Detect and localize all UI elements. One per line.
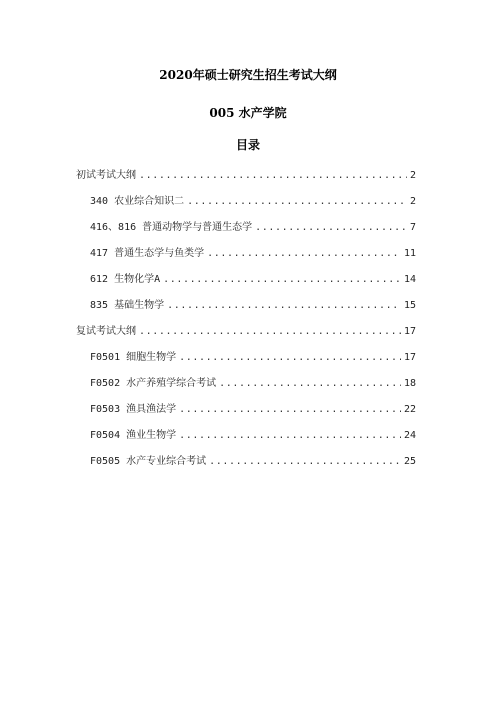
toc-page-number: 11 xyxy=(403,248,416,259)
toc-entry-612[interactable] xyxy=(90,273,416,287)
toc-entry-f0503[interactable] xyxy=(90,403,416,417)
toc-page-number: 24 xyxy=(403,430,416,441)
toc-dot-leader xyxy=(187,195,407,209)
toc-page-number: 25 xyxy=(403,456,416,467)
toc-entry-f0501[interactable] xyxy=(90,351,416,365)
toc-entry-416-816[interactable] xyxy=(90,221,416,235)
toc-entry-label: 416、816 普通动物学与普通生态学 xyxy=(90,222,253,233)
toc-entry-417[interactable] xyxy=(90,247,416,261)
toc-entry-f0505[interactable] xyxy=(90,455,416,469)
toc-dot-leader xyxy=(219,377,401,391)
toc-page-number: 2 xyxy=(409,170,416,181)
toc-entry-340[interactable] xyxy=(90,195,416,209)
toc-entry-retest-exam[interactable] xyxy=(76,325,416,339)
toc-entry-preliminary-exam[interactable] xyxy=(76,169,416,183)
toc-entry-label: F0503 渔具渔法学 xyxy=(90,404,177,415)
college-heading: 005 水产学院 xyxy=(209,106,287,120)
toc-entry-f0502[interactable] xyxy=(90,377,416,391)
document-title: 2020年硕士研究生招生考试大纲 xyxy=(159,68,337,82)
toc-page-number: 14 xyxy=(403,274,416,285)
toc-dot-leader xyxy=(179,403,401,417)
toc-entry-label: 复试考试大纲 xyxy=(76,326,136,337)
toc-page-number: 17 xyxy=(403,352,416,363)
toc-entry-f0504[interactable] xyxy=(90,429,416,443)
toc-dot-leader xyxy=(209,455,401,469)
toc-page-number: 15 xyxy=(403,300,416,311)
toc-entry-label: 初试考试大纲 xyxy=(76,170,136,181)
toc-dot-leader xyxy=(139,169,407,183)
toc-entry-label: F0505 水产专业综合考试 xyxy=(90,456,207,467)
toc-heading: 目录 xyxy=(235,138,260,152)
toc-dot-leader xyxy=(139,325,401,339)
toc-entry-label: F0501 细胞生物学 xyxy=(90,352,177,363)
toc-entry-label: 417 普通生态学与鱼类学 xyxy=(90,248,205,259)
toc-dot-leader xyxy=(255,221,407,235)
toc-dot-leader xyxy=(179,351,401,365)
toc-dot-leader xyxy=(207,247,401,261)
toc-entry-label: 612 生物化学A xyxy=(90,274,161,285)
toc-entry-label: F0502 水产养殖学综合考试 xyxy=(90,378,217,389)
toc-entry-835[interactable] xyxy=(90,299,416,313)
toc-dot-leader xyxy=(179,429,401,443)
toc-page-number: 7 xyxy=(409,222,416,233)
toc-page-number: 17 xyxy=(403,326,416,337)
toc-dot-leader xyxy=(167,299,401,313)
toc-entry-label: 340 农业综合知识二 xyxy=(90,196,185,207)
toc-page-number: 18 xyxy=(403,378,416,389)
toc-entry-label: 835 基础生物学 xyxy=(90,300,165,311)
toc-entry-label: F0504 渔业生物学 xyxy=(90,430,177,441)
toc-dot-leader xyxy=(163,273,401,287)
toc-page-number: 22 xyxy=(403,404,416,415)
toc-page-number: 2 xyxy=(409,196,416,207)
